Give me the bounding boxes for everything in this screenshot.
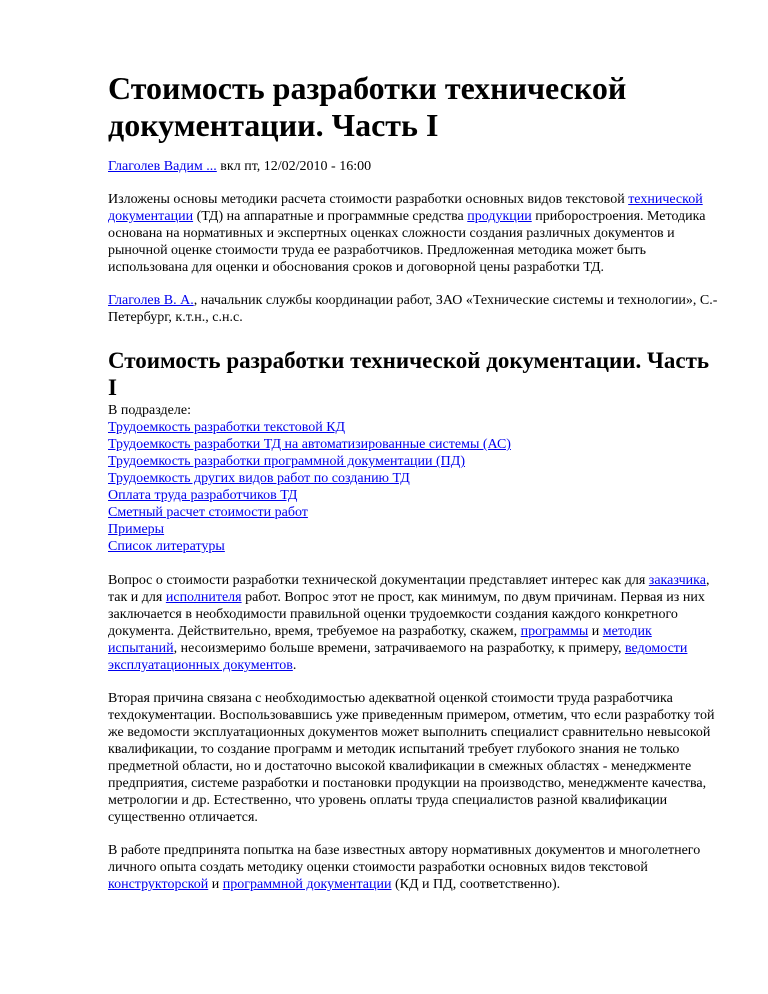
toc-link-examples[interactable]: Примеры bbox=[108, 522, 165, 537]
toc-item bbox=[108, 453, 718, 470]
link-software-docs[interactable]: программной документации bbox=[222, 877, 392, 892]
toc-link-other-work[interactable]: Трудоемкость других видов работ по созданию ТД bbox=[108, 471, 410, 486]
author-info: Глаголев В. А., начальник службы координации работ, ЗАО «Технические системы и технологии», С.-Петербург, к.т.н., с.н.с. bbox=[108, 293, 718, 325]
link-design-docs[interactable]: конструкторской bbox=[108, 877, 209, 892]
author-link[interactable]: Глаголев Вадим ... bbox=[108, 159, 217, 174]
toc-intro: В подразделе: bbox=[108, 403, 191, 418]
link-products[interactable]: продукции bbox=[467, 209, 532, 224]
toc-item bbox=[108, 470, 718, 487]
toc-link-as[interactable]: Трудоемкость разработки ТД на автоматизированные системы (АС) bbox=[108, 437, 511, 452]
link-technical-documentation[interactable]: технической документации bbox=[108, 192, 703, 224]
body-paragraph-1: Вопрос о стоимости разработки технической документации представляет интерес как для заказчика, так и для исполнителя работ. Вопрос этот не прост, как минимум, по двум причинам. Первая из них заключается в необходимости правильной оценки трудоемкости создания каждого конкретного документа. Действительно, время, требуемое на разработку, скажем, программы и методик испытаний, несоизмеримо больше времени, затрачиваемого на разработку, к примеру, ведомости эксплуатационных документов. bbox=[108, 573, 710, 673]
section-title: Стоимость разработки технической документации. Часть I bbox=[108, 348, 710, 400]
link-test-methods[interactable]: методик испытаний bbox=[108, 624, 652, 656]
link-programs[interactable]: программы bbox=[520, 624, 589, 639]
article-body bbox=[108, 70, 718, 909]
toc-item bbox=[108, 521, 718, 538]
body-paragraph-3: В работе предпринята попытка на базе известных автору нормативных документов и многолетнего личного опыта создать методику оценки стоимости разработки основных видов текстовой конструкторской и программной документации (КД и ПД, соответственно). bbox=[108, 843, 701, 892]
abstract-paragraph: Изложены основы методики расчета стоимости разработки основных видов текстовой технической документации (ТД) на аппаратные и программные средства продукции приборостроения. Методика основана на нормативных и экспертных оценках сложности создания различных документов и рыночной оценке стоимости труда ее разработчиков. Предложенная методика может быть использована для оценки и обоснования сроков и договорной цены разработки ТД. bbox=[108, 192, 706, 275]
toc-link-payment[interactable]: Оплата труда разработчиков ТД bbox=[108, 488, 298, 503]
toc-link-text-kd[interactable]: Трудоемкость разработки текстовой КД bbox=[108, 420, 346, 435]
link-customer[interactable]: заказчика bbox=[648, 573, 706, 588]
link-contractor[interactable]: исполнителя bbox=[165, 590, 242, 605]
post-date: вкл пт, 12/02/2010 - 16:00 bbox=[216, 159, 372, 174]
toc-link-references[interactable]: Список литературы bbox=[108, 539, 225, 554]
toc-link-pd[interactable]: Трудоемкость разработки программной документации (ПД) bbox=[108, 454, 466, 469]
author-info-link[interactable]: Глаголев В. А. bbox=[108, 293, 194, 308]
post-meta bbox=[108, 158, 718, 175]
toc-item bbox=[108, 504, 718, 521]
page-title: Стоимость разработки технической документации. Часть I bbox=[108, 70, 627, 143]
table-of-contents bbox=[108, 419, 718, 555]
link-operational-docs-list[interactable]: ведомости эксплуатационных документов bbox=[108, 641, 688, 673]
toc-link-estimate[interactable]: Сметный расчет стоимости работ bbox=[108, 505, 308, 520]
toc-item bbox=[108, 487, 718, 504]
toc-item bbox=[108, 419, 718, 436]
toc-item bbox=[108, 538, 718, 555]
toc-item bbox=[108, 436, 718, 453]
body-paragraph-2: Вторая причина связана с необходимостью адекватной оценкой стоимости труда разработчика техдокументации. Воспользовавшись уже приведенным примером, отметим, что если разработку той же ведомости эксплуатационных документов может выполнить специалист сравнительно невысокой квалификации, то создание программ и методик испытаний требует глубокого знания не только предметной области, но и достаточно высокой квалификации в смежных областях - менеджменте предприятия, системе разработки и постановки продукции на производство, менеджменте качества, метрологии и др. Естественно, что уровень оплаты труда специалистов разной квалификации существенно отличается. bbox=[108, 691, 715, 825]
